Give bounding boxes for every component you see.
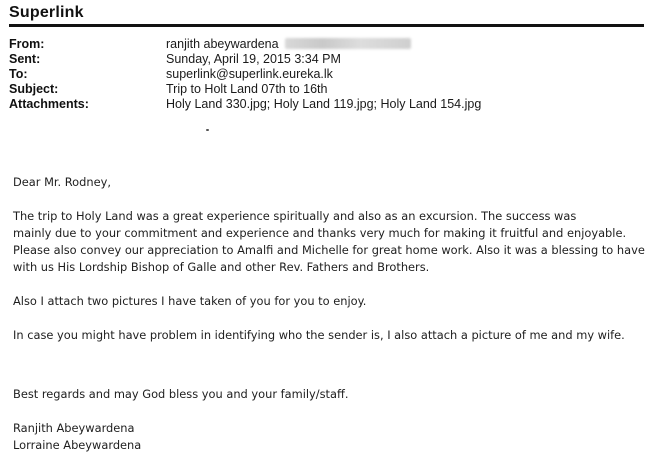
attachment-note: Also I attach two pictures I have taken of you for you to enjoy. bbox=[13, 294, 367, 308]
to-value: superlink@superlink.eureka.lk bbox=[166, 67, 333, 81]
email-header bbox=[9, 37, 629, 112]
redacted-email bbox=[285, 38, 411, 49]
sent-label: Sent: bbox=[9, 52, 41, 66]
to-label: To: bbox=[9, 67, 28, 81]
from-value bbox=[166, 37, 411, 52]
attachments-label: Attachments: bbox=[9, 97, 89, 111]
scan-speck bbox=[206, 129, 209, 131]
identification-note: In case you might have problem in identifying who the sender is, I also attach a picture of me and my wife. bbox=[13, 328, 625, 342]
to-row bbox=[9, 67, 629, 82]
sent-row bbox=[9, 52, 629, 67]
brand-title: Superlink bbox=[9, 4, 84, 21]
body-line: with us His Lordship Bishop of Galle and other Rev. Fathers and Brothers. bbox=[13, 260, 430, 274]
greeting: Dear Mr. Rodney, bbox=[13, 175, 111, 189]
subject-value: Trip to Holt Land 07th to 16th bbox=[166, 82, 328, 96]
email-body bbox=[13, 174, 643, 454]
subject-row bbox=[9, 82, 629, 97]
signature-name: Ranjith Abeywardena bbox=[13, 421, 135, 435]
subject-label: Subject: bbox=[9, 82, 59, 96]
sent-value: Sunday, April 19, 2015 3:34 PM bbox=[166, 52, 341, 66]
closing-line: Best regards and may God bless you and your family/staff. bbox=[13, 387, 349, 401]
signature-name: Lorraine Abeywardena bbox=[13, 438, 142, 452]
header-divider bbox=[9, 24, 644, 27]
body-line: Please also convey our appreciation to Amalfi and Michelle for great home work. Also it was a blessing to have bbox=[13, 243, 645, 257]
attachments-row bbox=[9, 97, 629, 112]
from-label: From: bbox=[9, 37, 45, 51]
sender-name: ranjith abeywardena bbox=[166, 37, 279, 51]
attachments-value: Holy Land 330.jpg; Holy Land 119.jpg; Holy Land 154.jpg bbox=[166, 97, 482, 111]
body-line: mainly due to your commitment and experience and thanks very much for making it fruitful and enjoyable. bbox=[13, 226, 627, 240]
from-row bbox=[9, 37, 629, 52]
body-line: The trip to Holy Land was a great experience spiritually and also as an excursion. The success was bbox=[13, 209, 577, 223]
